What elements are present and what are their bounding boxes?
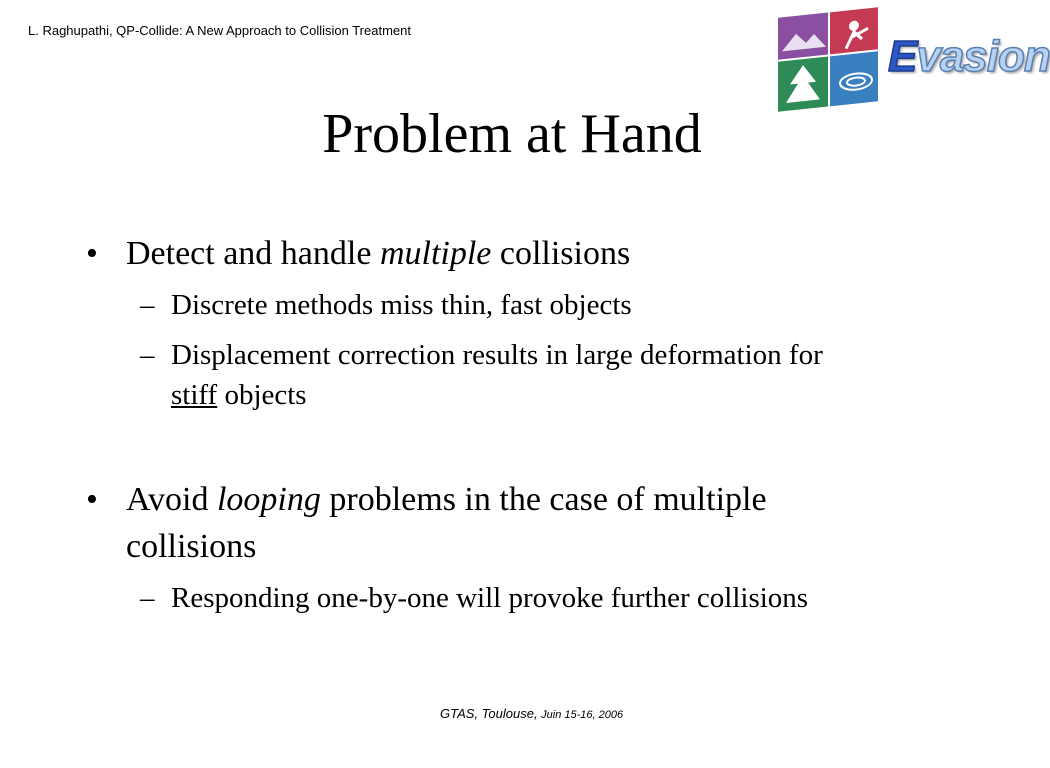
bullet-2-text: Avoid looping problems in the case of multiple xyxy=(126,481,767,518)
bullet-marker: • xyxy=(86,235,98,272)
header-citation: L. Raghupathi, QP-Collide: A New Approach to Collision Treatment xyxy=(28,23,411,38)
evasion-wordmark: Evasion xyxy=(888,32,1050,81)
dash-marker: – xyxy=(140,289,155,321)
footer-note: GTAS, Toulouse, Juin 15-16, 2006 xyxy=(440,706,624,721)
dash-marker: – xyxy=(140,339,155,371)
bullet-marker: • xyxy=(86,481,98,518)
sub-bullet-1-2-line2: stiff objects xyxy=(171,379,307,411)
dash-marker: – xyxy=(140,582,155,614)
sub-bullet-2-1: Responding one-by-one will provoke further collisions xyxy=(171,582,809,614)
bullet-1-text: Detect and handle multiple collisions xyxy=(126,235,631,272)
sub-bullet-1-2-line1: Displacement correction results in large deformation for xyxy=(171,339,823,371)
sub-bullet-1-1: Discrete methods miss thin, fast objects xyxy=(171,289,632,321)
slide-title: Problem at Hand xyxy=(322,103,702,165)
bullet-2-text-line2: collisions xyxy=(126,528,257,565)
